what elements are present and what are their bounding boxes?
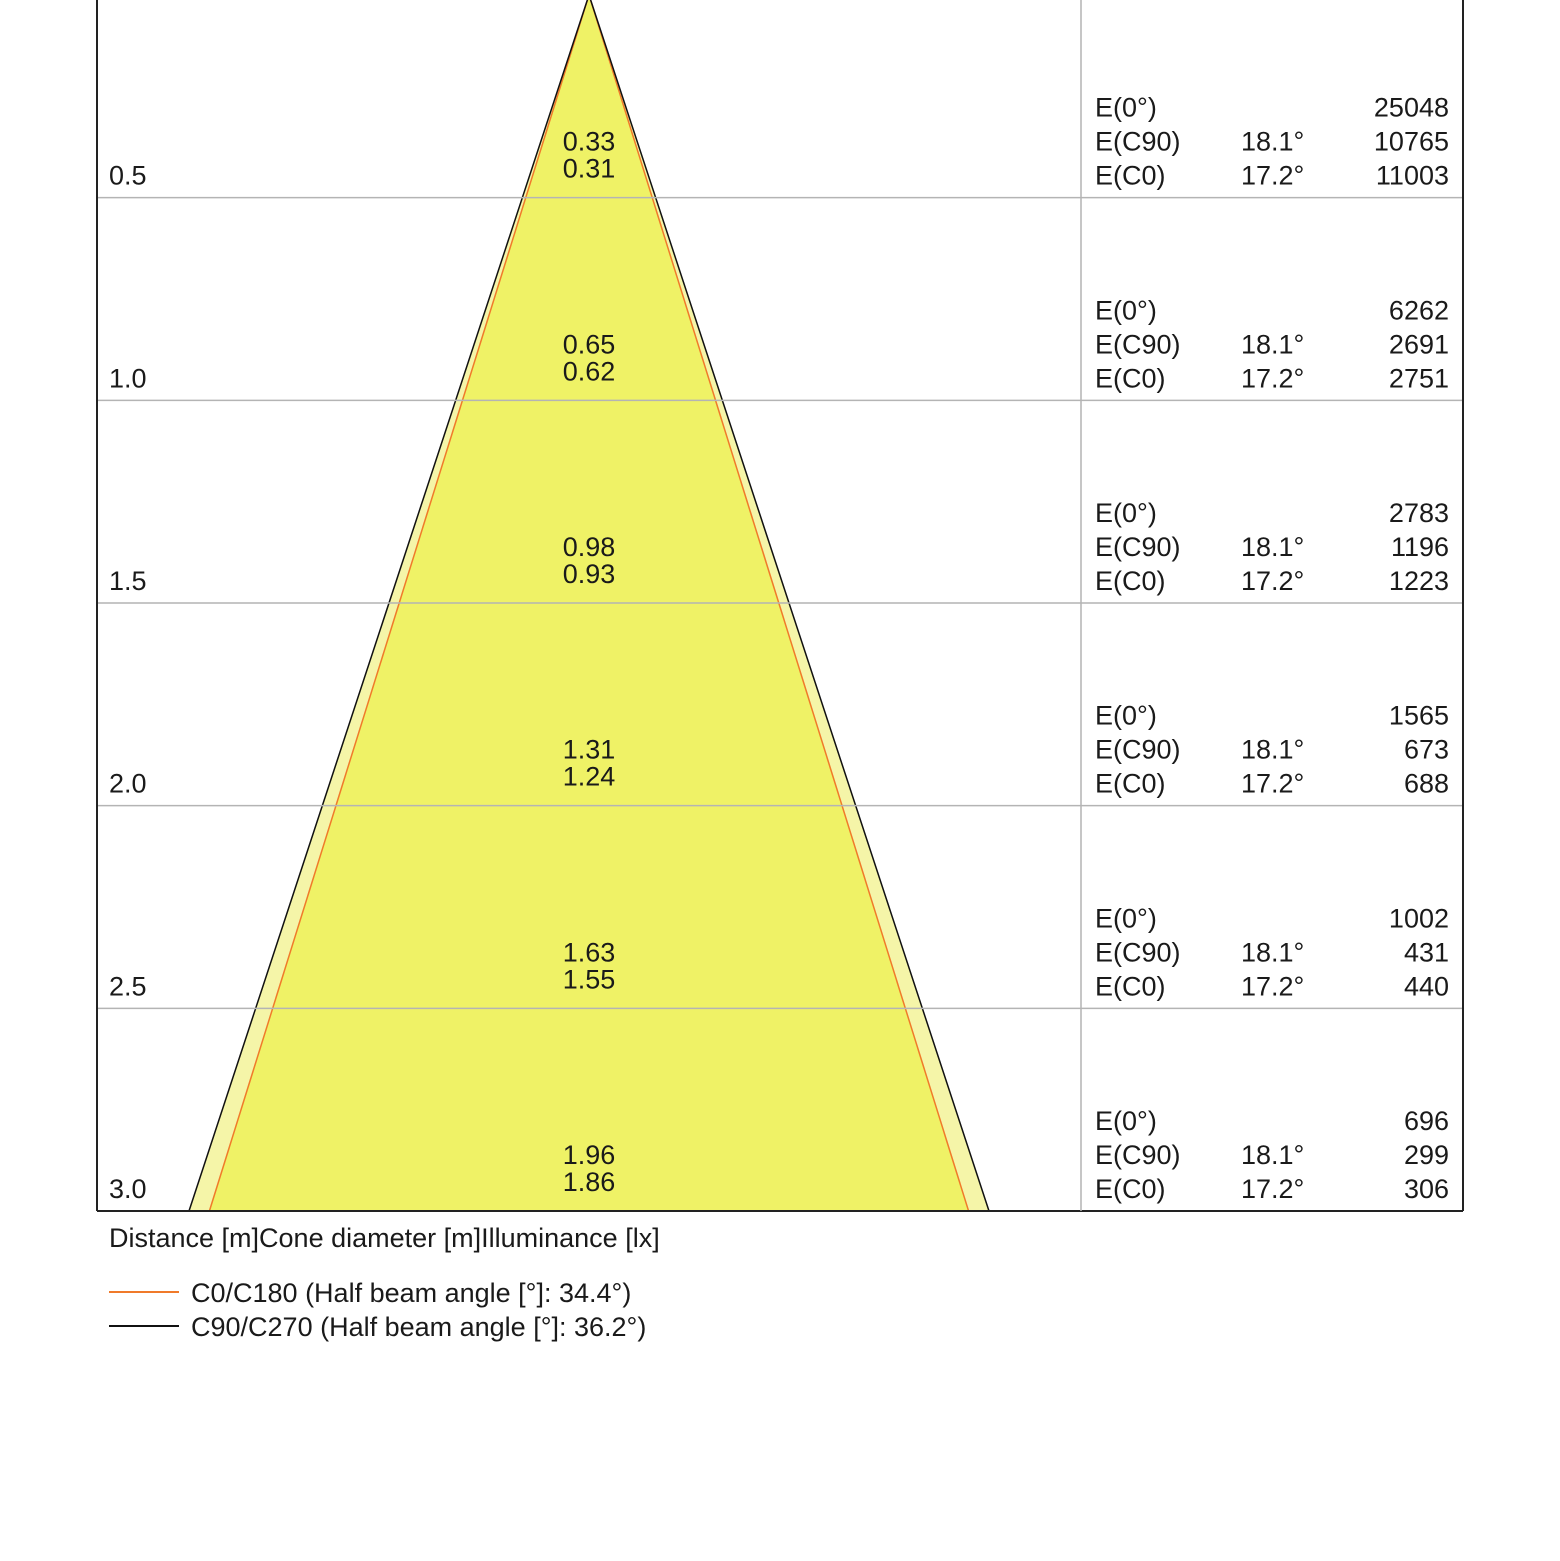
illuminance-ec90-angle: 18.1° [1241,937,1305,968]
illuminance-ec90-angle: 18.1° [1241,126,1305,157]
illuminance-ec0-value: 440 [1403,971,1449,1002]
cone-diameter-c0: 1.24 [562,761,616,792]
illuminance-e0-label: E(0°) [1095,92,1157,123]
illuminance-e0-label: E(0°) [1095,903,1157,934]
illuminance-ec0-label: E(C0) [1095,971,1166,1002]
illuminance-ec0-value: 306 [1403,1174,1449,1204]
illuminance-e0-label: E(0°) [1095,498,1157,528]
distance-label: 2.0 [109,768,147,799]
illuminance-e0-value: 696 [1403,1106,1449,1136]
illuminance-ec0-label: E(C0) [1095,566,1166,596]
illuminance-ec90-label: E(C90) [1095,329,1181,360]
legend [109,1278,646,1342]
illuminance-e0-value: 1565 [1388,700,1449,731]
cone-diameter-c90: 0.98 [562,532,616,562]
illuminance-ec0-label: E(C0) [1095,160,1166,191]
illuminance-ec90-value: 673 [1403,734,1449,765]
illuminance-ec90-value: 10765 [1373,126,1449,157]
illuminance-ec0-angle: 17.2° [1241,1174,1305,1204]
illuminance-ec90-angle: 18.1° [1241,532,1305,562]
illuminance-e0-value: 6262 [1388,295,1449,326]
illuminance-ec0-angle: 17.2° [1241,160,1305,191]
cone-diameter-c90: 1.63 [562,937,616,968]
illuminance-ec90-angle: 18.1° [1241,329,1305,360]
illuminance-ec0-value: 2751 [1388,363,1449,394]
illuminance-e0-value: 25048 [1373,92,1449,123]
distance-label: 1.5 [109,566,147,596]
cone-diameter-c90: 1.96 [562,1140,616,1170]
illuminance-ec0-label: E(C0) [1095,363,1166,394]
illuminance-ec90-label: E(C90) [1095,1140,1181,1170]
illuminance-ec90-angle: 18.1° [1241,1140,1305,1170]
distance-label: 2.5 [109,971,147,1002]
illuminance-ec0-angle: 17.2° [1241,363,1305,394]
distance-label: 0.5 [109,160,147,191]
illuminance-e0-value: 1002 [1388,903,1449,934]
distance-label: 1.0 [109,363,147,394]
cone-diameter-c0: 1.86 [562,1167,616,1197]
cone-diameter-c90: 1.31 [562,734,616,765]
illuminance-ec90-value: 1196 [1390,532,1449,562]
illuminance-e0-label: E(0°) [1095,1106,1157,1136]
illuminance-ec0-value: 688 [1403,768,1449,799]
illuminance-ec0-value: 1223 [1388,566,1449,596]
illuminance-ec0-label: E(C0) [1095,768,1166,799]
illuminance-ec0-value: 11003 [1375,160,1449,191]
illuminance-ec90-angle: 18.1° [1241,734,1305,765]
legend-entry: C90/C270 (Half beam angle [°]: 36.2°) [191,1312,647,1342]
cone-diameter-c0: 0.62 [562,356,616,387]
illuminance-e0-label: E(0°) [1095,295,1157,326]
illuminance-ec90-label: E(C90) [1095,734,1181,765]
illuminance-ec90-value: 2691 [1388,329,1449,360]
illuminance-ec0-angle: 17.2° [1241,971,1305,1002]
legend-entry: C0/C180 (Half beam angle [°]: 34.4°) [191,1278,632,1308]
distance-label: 3.0 [109,1174,147,1204]
illuminance-ec90-label: E(C90) [1095,937,1181,968]
illuminance-ec0-angle: 17.2° [1241,768,1305,799]
illuminance-e0-label: E(0°) [1095,700,1157,731]
cone-diameter-c90: 0.65 [562,329,616,360]
illuminance-ec90-label: E(C90) [1095,126,1181,157]
illuminance-ec0-label: E(C0) [1095,1174,1166,1204]
illuminance-ec0-angle: 17.2° [1241,566,1305,596]
illuminance-ec90-label: E(C90) [1095,532,1181,562]
cone-diameter-c0: 0.93 [562,559,616,589]
illuminance-e0-value: 2783 [1388,498,1449,528]
illuminance-ec90-value: 431 [1403,937,1449,968]
cone-diameter-c90: 0.33 [562,126,616,157]
footer-label: Distance [m]Cone diameter [m]Illuminance [lx] [109,1223,660,1253]
cone-diameter-c0: 0.31 [562,153,616,184]
illuminance-ec90-value: 299 [1403,1140,1449,1170]
cone-diameter-c0: 1.55 [562,964,616,995]
